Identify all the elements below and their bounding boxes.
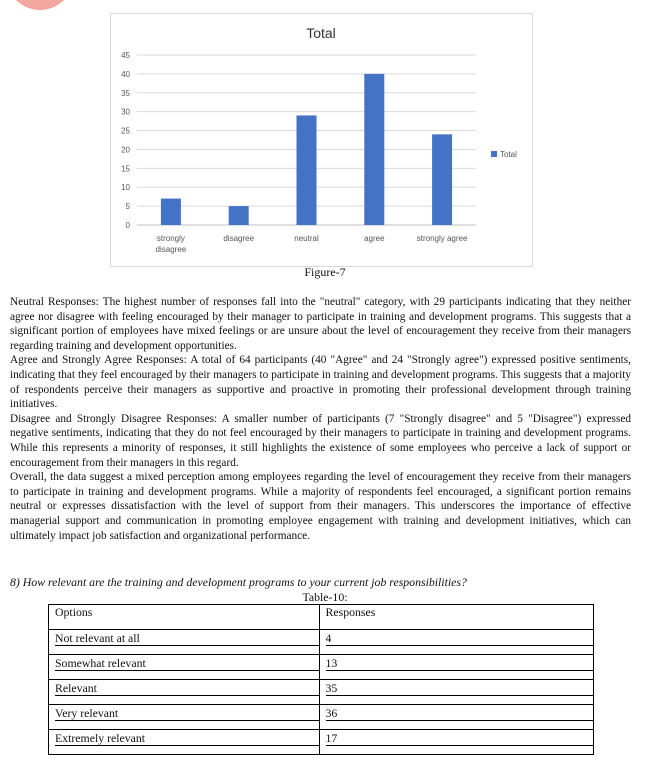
x-tick-label: strongly agree	[416, 234, 468, 243]
paragraph-agree: Agree and Strongly Agree Responses: A total of 64 participants (40 "Agree" and 24 "Strongly agree") expressed positive sentiments, indicating that they feel encouraged by their managers to participate in training and development programs. This suggests that a majority of respondents perceive their managers as supportive and proactive in promoting their professional development through training initiatives.	[10, 354, 631, 411]
bar-strongly-disagree	[161, 199, 181, 225]
responses-table	[48, 604, 594, 755]
paragraph-disagree: Disagree and Strongly Disagree Responses: A smaller number of participants (7 "Strongly disagree" and 5 "Disagree") expressed negative sentiments, indicating that they do not feel encouraged by their managers to participate in training and development programs. While this represents a minority of responses, it still highlights the existence of some employees who perceive a lack of support or encouragement from their managers in this regard.	[10, 412, 631, 469]
y-tick-label: 35	[121, 88, 130, 98]
table-header-options: Options	[49, 605, 320, 630]
y-tick-label: 15	[121, 164, 130, 174]
y-tick-label: 5	[125, 202, 130, 212]
bar-strongly-agree	[432, 134, 452, 225]
y-tick-label: 30	[121, 107, 130, 117]
bar-disagree	[229, 206, 249, 225]
y-tick-label: 40	[121, 69, 130, 79]
table-row	[49, 730, 594, 755]
table-cell-option: Very relevant	[49, 705, 320, 730]
table-cell-option: Somewhat relevant	[49, 655, 320, 680]
x-tick-label: agree	[364, 234, 385, 243]
table-cell-responses: 17	[319, 730, 594, 755]
table-cell-option: Not relevant at all	[49, 630, 320, 655]
table-row	[49, 655, 594, 680]
paragraph-neutral: Neutral Responses: The highest number of responses fall into the "neutral" category, with 29 participants indicating that they neither agree nor disagree with feeling encouraged by their manager to participate in training and development programs. This suggests that a significant portion of employees have mixed feelings or are unsure about the level of encouragement they receive from their managers regarding training and development opportunities.	[10, 296, 631, 352]
y-tick-label: 10	[121, 183, 130, 193]
table-cell-option: Extremely relevant	[49, 730, 320, 755]
table-caption: Table-10:	[302, 590, 348, 604]
x-tick-label: disagree	[155, 245, 187, 254]
table-cell-responses: 35	[319, 680, 594, 705]
legend-swatch	[491, 151, 497, 157]
chart-canvas	[111, 14, 532, 266]
x-tick-label: disagree	[223, 234, 255, 243]
question-heading: 8) How relevant are the training and development programs to your current job responsibilities?	[10, 575, 467, 589]
paragraph-overall: Overall, the data suggest a mixed perception among employees regarding the level of encouragement they receive from their managers to participate in training and development programs. While a majority of respondents feel encouraged, a significant portion remains neutral or expresses dissatisfaction with the level of support from their managers. This underscores the importance of effective managerial support and communication in promoting employee engagement with training and development initiatives, which can ultimately impact job satisfaction and organizational performance.	[10, 471, 631, 542]
table-cell-responses: 36	[319, 705, 594, 730]
bar-neutral	[297, 115, 317, 225]
y-tick-label: 45	[121, 51, 130, 60]
figure-caption: Figure-7	[304, 265, 346, 279]
chart-title: Total	[306, 25, 336, 41]
table-row	[49, 630, 594, 655]
table-cell-option: Relevant	[49, 680, 320, 705]
table-header-responses: Responses	[319, 605, 594, 630]
table-cell-responses: 13	[319, 655, 594, 680]
bar-chart	[110, 13, 533, 267]
table-header-row	[49, 605, 594, 630]
body-text	[10, 295, 631, 543]
legend-label: Total	[500, 150, 517, 159]
y-tick-label: 20	[121, 145, 130, 155]
x-tick-label: strongly	[156, 234, 185, 243]
y-tick-label: 25	[121, 126, 130, 136]
table-cell-responses: 4	[319, 630, 594, 655]
x-tick-label: neutral	[294, 234, 319, 243]
y-tick-label: 0	[125, 221, 130, 230]
bar-agree	[364, 74, 384, 225]
table-row	[49, 680, 594, 705]
table-row	[49, 705, 594, 730]
